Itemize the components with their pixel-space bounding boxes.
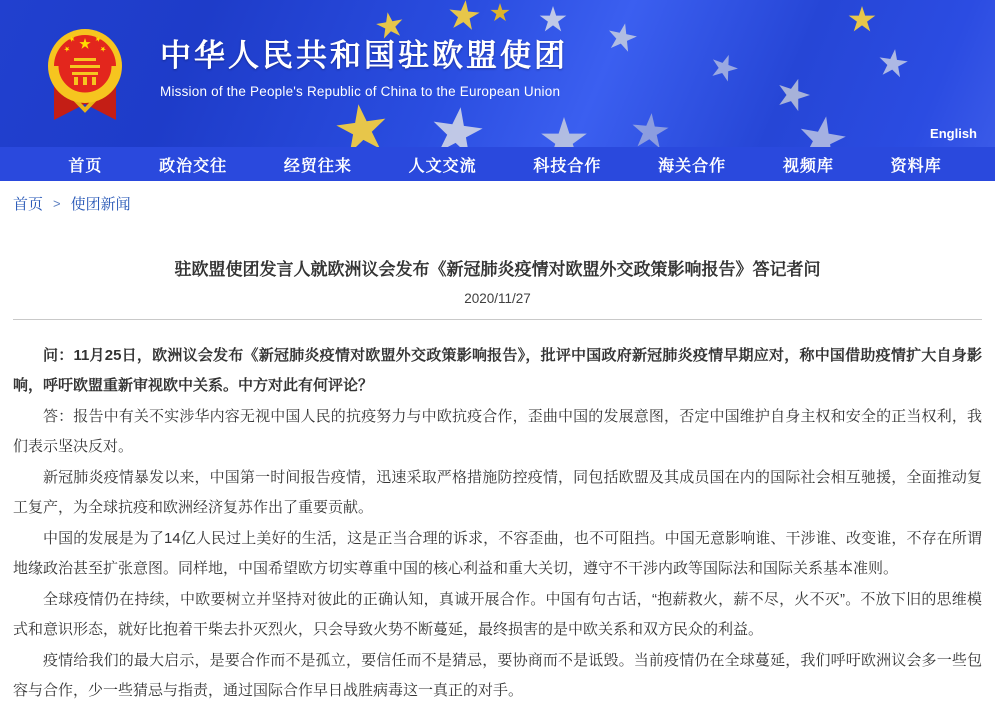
nav-item-customs[interactable]: 海关合作 (658, 157, 727, 175)
nav-item-science[interactable]: 科技合作 (533, 157, 602, 175)
article-paragraph: 中国的发展是为了14亿人民过上美好的生活，这是正当合理的诉求，不容歪曲，也不可阻挡。中国无意影响谁、干涉谁、改变谁，不存在所谓地缘政治甚至扩张意图。同样地，中国希望欧方切实尊重中国的核心利益和重大关切，遵守不干涉内政等国际法和国际关系基本准则。 (13, 530, 982, 577)
site-banner (0, 0, 995, 147)
nav-item-home[interactable]: 首页 (68, 157, 103, 175)
article-paragraph: 答：报告中有关不实涉华内容无视中国人民的抗疫努力与中欧抗疫合作，歪曲中国的发展意图，否定中国维护自身主权和安全的正当权利，我们表示坚决反对。 (13, 408, 982, 455)
title-divider (13, 319, 982, 320)
nav-item-political[interactable]: 政治交往 (159, 157, 228, 175)
china-national-emblem-icon (46, 24, 124, 124)
article-paragraph: 问：11月25日，欧洲议会发布《新冠肺炎疫情对欧盟外交政策影响报告》，批评中国政府新冠肺炎疫情早期应对，称中国借助疫情扩大自身影响，呼吁欧盟重新审视欧中关系。中方对此有何评论？ (13, 347, 982, 394)
nav-item-video[interactable]: 视频库 (782, 157, 834, 175)
article-date: 2020/11/27 (464, 291, 531, 306)
breadcrumb-separator: > (53, 196, 61, 211)
site-title-block (160, 36, 568, 99)
article-paragraph: 全球疫情仍在持续，中欧要树立并坚持对彼此的正确认知，真诚开展合作。中国有句古话，“抱薪救火，薪不尽，火不灭”。不放下旧的思维模式和意识形态，就好比抱着干柴去扑灭烈火，只会导致火势不断蔓延，最终损害的是中欧关系和双方民众的利益。 (13, 591, 982, 638)
nav-item-trade[interactable]: 经贸往来 (283, 157, 352, 175)
article-paragraph: 疫情给我们的最大启示，是要合作而不是孤立，要信任而不是猜忌，要协商而不是诋毁。当前疫情仍在全球蔓延，我们呼吁欧洲议会多一些包容与合作，少一些猜忌与指责，通过国际合作早日战胜病毒这一真正的对手。 (13, 652, 982, 699)
article-paragraph: 新冠肺炎疫情暴发以来，中国第一时间报告疫情，迅速采取严格措施防控疫情，同包括欧盟及其成员国在内的国际社会相互驰援，全面推动复工复产，为全球抗疫和欧洲经济复苏作出了重要贡献。 (13, 469, 982, 516)
breadcrumb (0, 181, 995, 214)
breadcrumb-home-link[interactable]: 首页 (13, 196, 44, 213)
nav-item-culture[interactable]: 人文交流 (408, 157, 477, 175)
article (0, 258, 995, 706)
english-language-link[interactable]: English (930, 126, 977, 141)
article-title: 驻欧盟使团发言人就欧洲议会发布《新冠肺炎疫情对欧盟外交政策影响报告》答记者问 (174, 260, 821, 279)
site-title: 中华人民共和国驻欧盟使团 (160, 38, 568, 73)
nav-item-resources[interactable]: 资料库 (890, 157, 942, 175)
article-body (13, 341, 982, 706)
main-nav (0, 147, 995, 181)
site-subtitle: Mission of the People's Republic of China to the European Union (160, 84, 561, 99)
breadcrumb-current-link[interactable]: 使团新闻 (70, 196, 131, 213)
